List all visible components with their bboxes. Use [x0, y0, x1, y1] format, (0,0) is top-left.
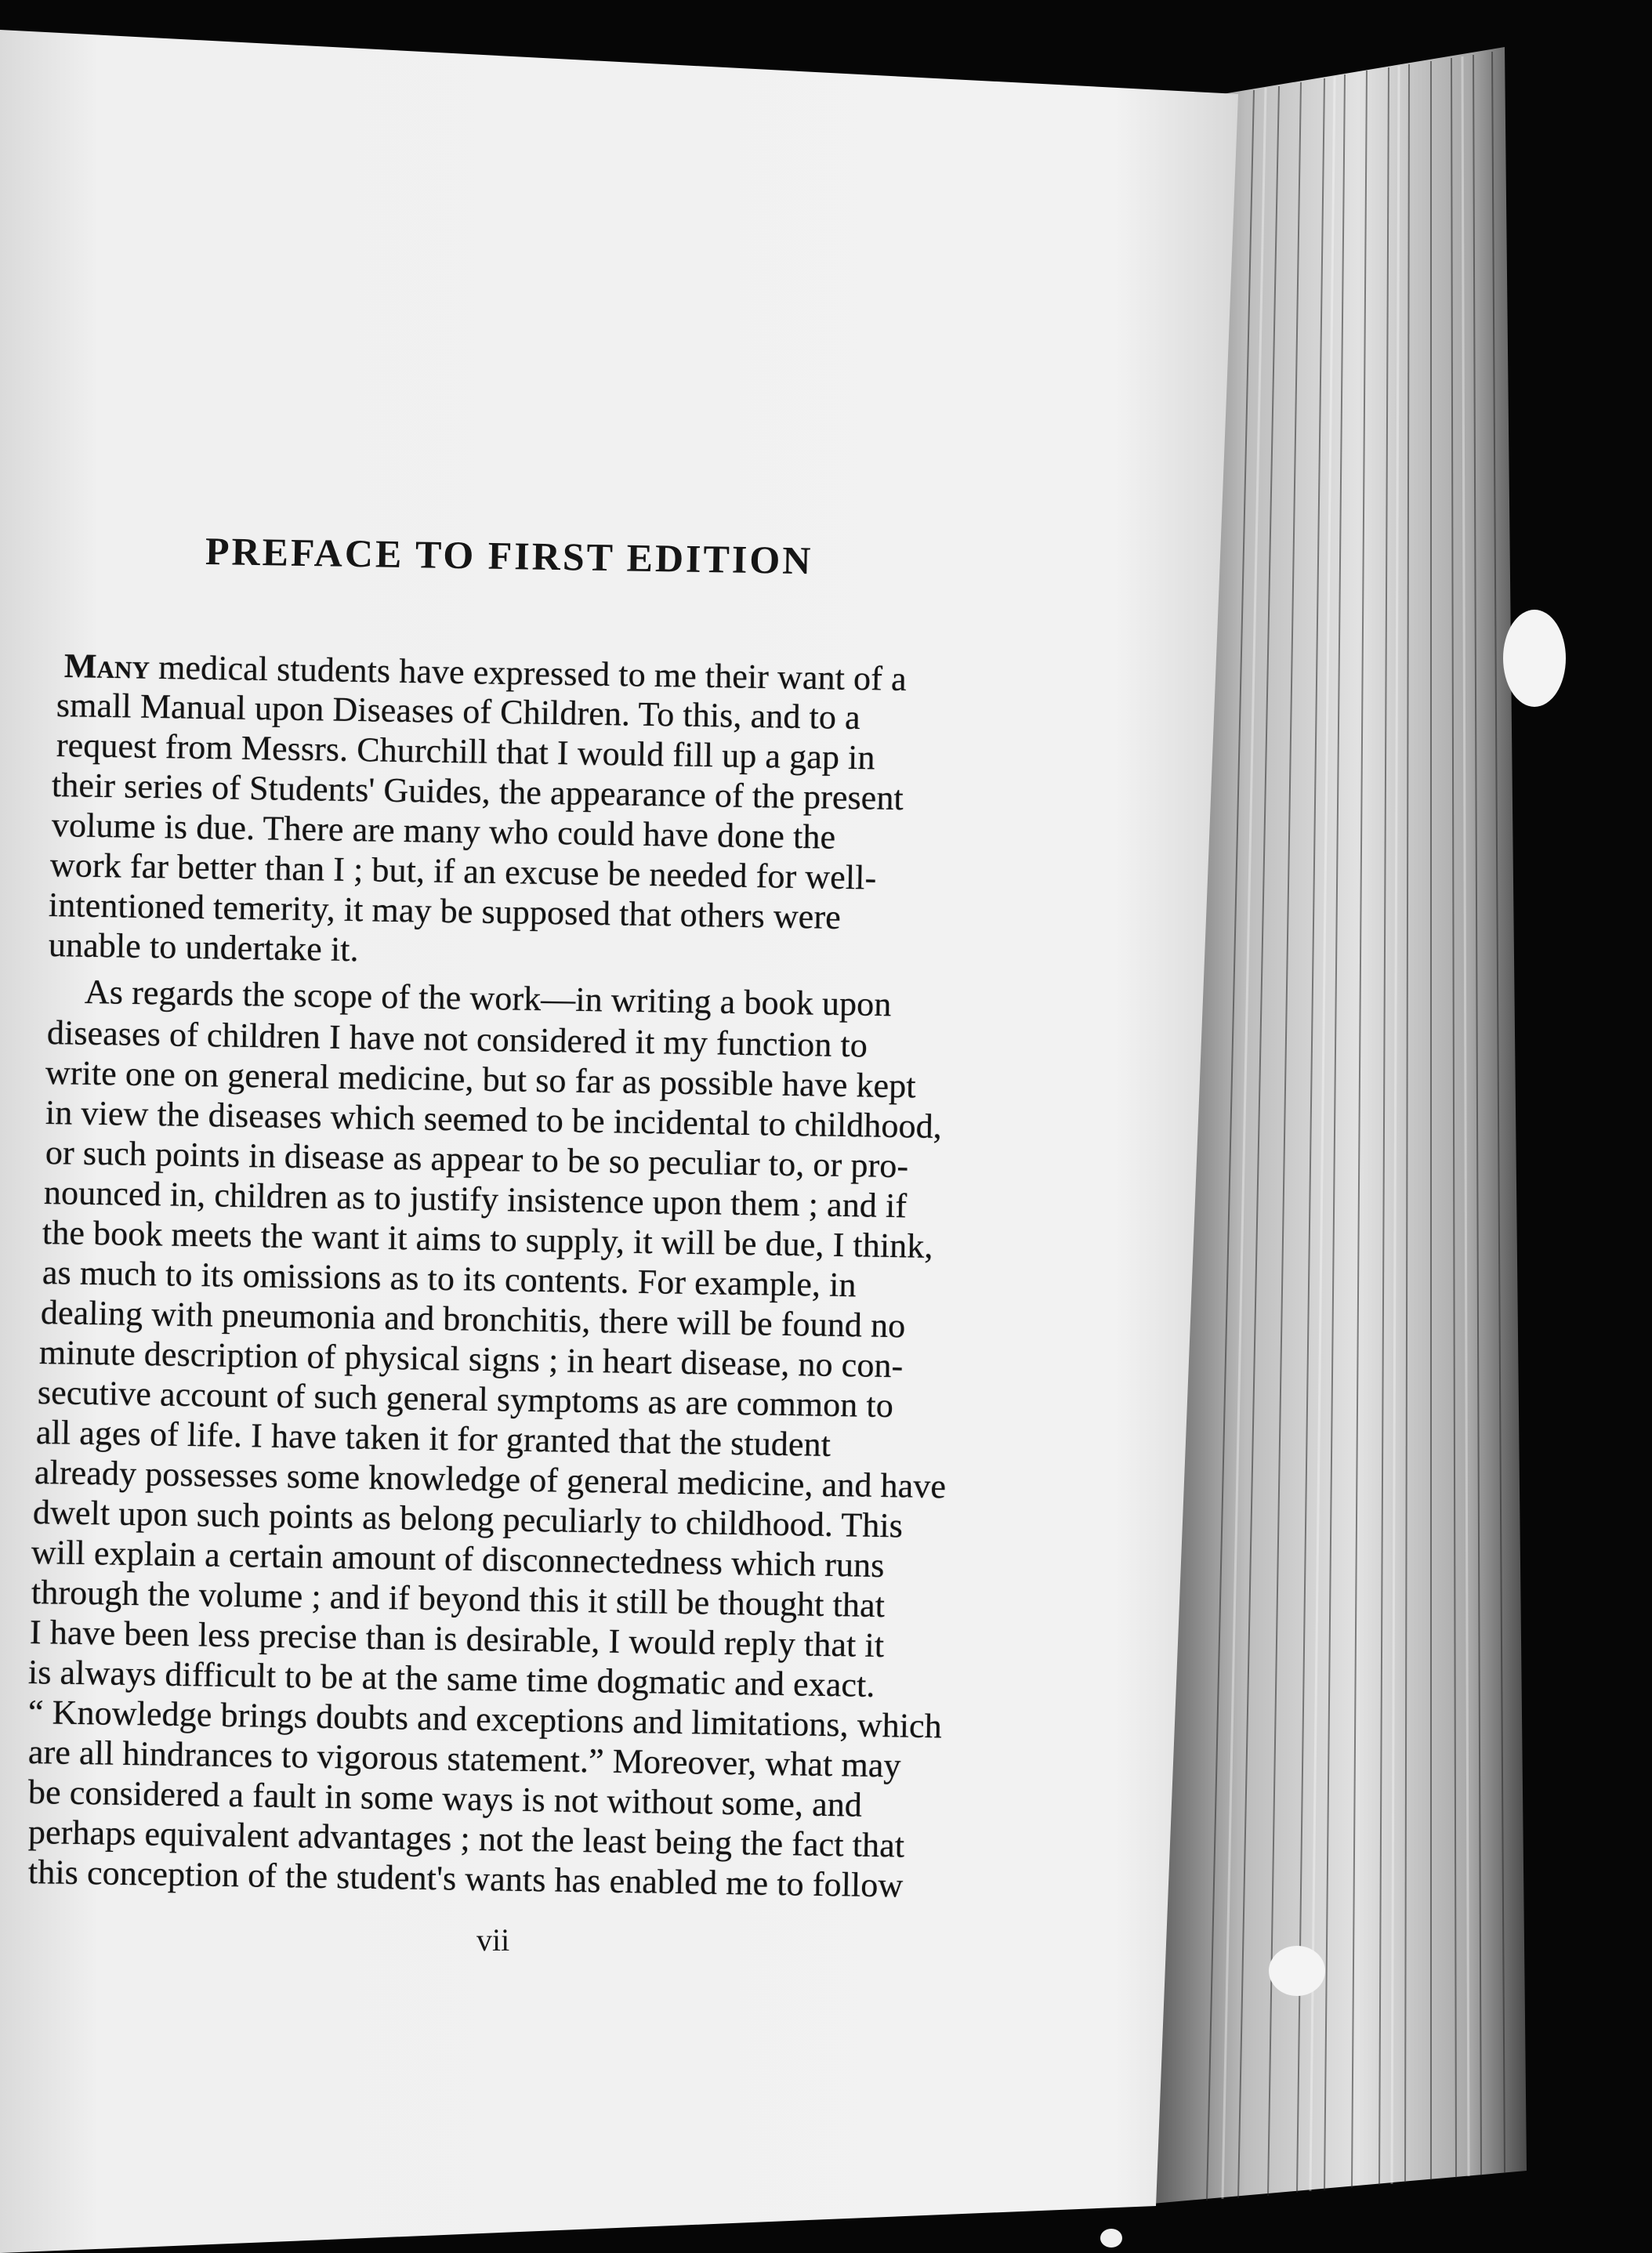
text-line: minute description of physical signs ; in heart disease, no con- [38, 1333, 904, 1385]
text-line: as much to its omissions as to its contents. For example, in [42, 1253, 857, 1305]
text-line: dealing with pneumonia and bronchitis, there will be found no [40, 1293, 906, 1346]
text-line: in view the diseases which seemed to be incidental to childhood, [45, 1093, 943, 1146]
text-line: small Manual upon Diseases of Children. To this, and to a [56, 686, 861, 737]
page-title: PREFACE TO FIRST EDITION [205, 529, 813, 583]
text-line: already possesses some knowledge of general medicine, and have [34, 1453, 947, 1506]
text-line: all ages of life. I have taken it for granted that the student [35, 1413, 831, 1464]
text-line: unable to undertake it. [48, 925, 360, 969]
text-line: or such points in disease as appear to be so peculiar to, or pro- [45, 1133, 909, 1186]
text-line: work far better than I ; but, if an excuse be needed for well- [49, 846, 877, 897]
text-line: the book meets the want it aims to supply, it will be due, I think, [42, 1213, 933, 1266]
text-line: perhaps equivalent advantages ; not the least being the fact that [27, 1813, 905, 1865]
text-line: diseases of children I have not considered it my function to [46, 1013, 868, 1065]
text-line: As regards the scope of the work—in writing a book upon [84, 973, 892, 1024]
text-line: intentioned temerity, it may be supposed that others were [48, 886, 842, 936]
text-line: are all hindrances to vigorous statement.” Moreover, what may [27, 1733, 902, 1785]
text-line: “ Knowledge brings doubts and exceptions and limitations, which [27, 1693, 943, 1746]
text-line: write one on general medicine, but so far as possible have kept [45, 1053, 917, 1106]
text-line: I have been less precise than is desirable, I would reply that it [29, 1613, 885, 1665]
text-line: is always difficult to be at the same time dogmatic and exact. [27, 1653, 875, 1704]
text-line: will explain a certain amount of disconnectedness which runs [31, 1533, 885, 1585]
text-line: their series of Students' Guides, the appearance of the present [51, 766, 904, 818]
text-line: request from Messrs. Churchill that I would fill up a gap in [56, 726, 875, 777]
text-line: secutive account of such general symptoms as are common to [37, 1373, 894, 1425]
text-line: be considered a fault in some ways is not without some, and [27, 1773, 863, 1824]
text-line: nounced in, children as to justify insistence upon them ; and if [43, 1173, 908, 1226]
text-line: dwelt upon such points as belong peculiarly to childhood. This [32, 1493, 904, 1545]
text-line: volume is due. There are many who could have done the [51, 806, 836, 857]
first-word-smallcaps: Many [63, 647, 150, 686]
text-line-rest: medical students have expressed to me their want of a [149, 647, 908, 698]
text-line: through the volume ; and if beyond this it still be thought that [31, 1573, 886, 1625]
text-line: this conception of the student's wants has enabled me to follow [27, 1853, 904, 1905]
page-number: vii [476, 1922, 510, 1958]
